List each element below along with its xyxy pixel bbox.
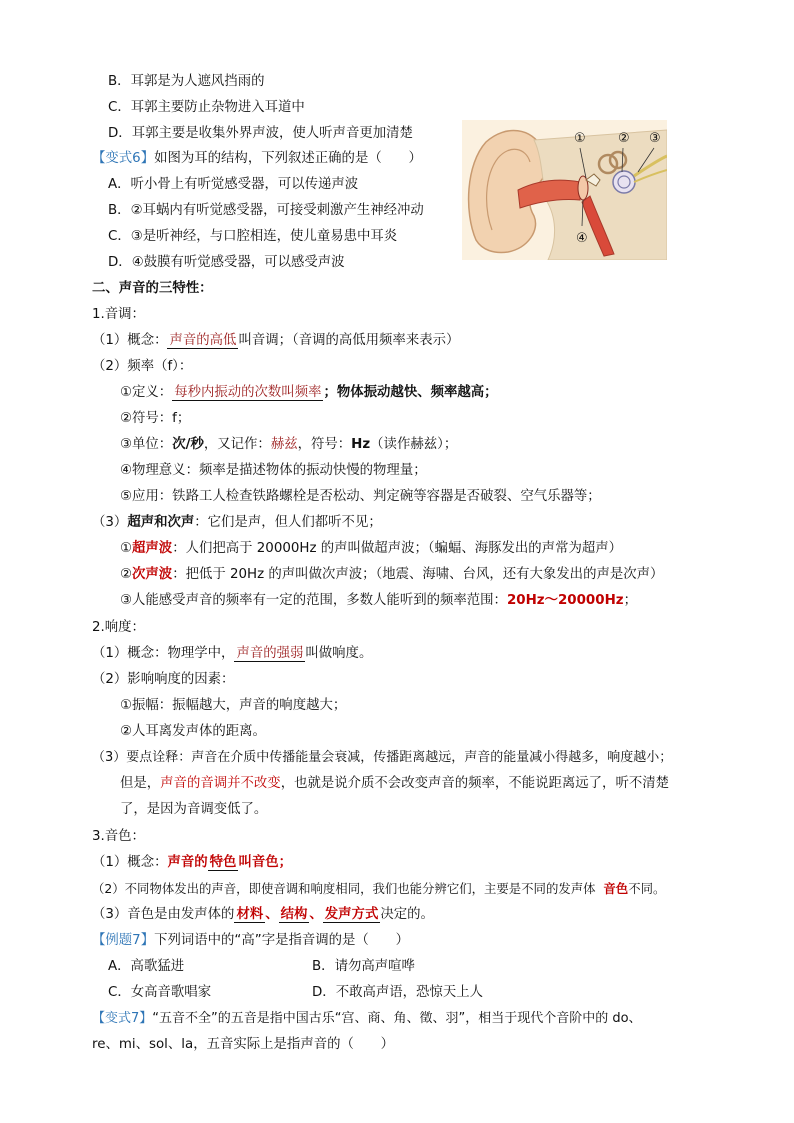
figure-label-4: ④ [576,231,588,246]
hearing-range-suffix: ； [623,593,637,608]
loudness-factors-heading: （2）影响响度的因素： [92,672,235,687]
loudness-concept-suffix: 叫做响度。 [305,646,373,661]
timbre-det-sep1: 、 [265,907,279,922]
timbre-det-material: 材料 [236,907,264,922]
loudness-heading: 2.响度： [92,620,145,635]
note-rest: ，也就是说介质不会改变声音的频率，不能说距离远了，听不清楚 [280,776,670,791]
frequency-definition-suffix: ；物体振动越快、频率越高； [323,385,498,400]
bianshi7-question-line2: re、mi、sol、la，五音实际上是指声音的（ ） [92,1037,395,1052]
ui-suffix: ：它们是声，但人们都听不见； [194,515,382,530]
liti7-option-b: B．请勿高声喧哗 [312,959,415,974]
pitch-concept-suffix: 叫音调；（音调的高低用频率来表示） [238,333,460,348]
section-heading-three-characteristics: 二、声音的三特性： [92,281,213,296]
bianshi7-tag: 【变式7】 [92,1011,153,1026]
pitch-concept-blank: 声音的高低 [169,333,237,348]
pitch-concept [92,332,459,350]
ultrasound-desc: ：人们把高于 20000Hz 的声叫做超声波；（蝙蝠、海豚发出的声常为超声） [172,541,623,556]
hearing-range-line [120,592,637,610]
loudness-factor-amplitude: ①振幅：振幅越大，声音的响度越大； [120,698,347,713]
timbre-concept [92,854,292,872]
frequency-definition-blank: 每秒内振动的次数叫频率 [174,385,322,400]
bianshi6-option-d: D．④鼓膜有听觉感受器，可以感受声波 [108,255,345,270]
liti7-option-a: A．高歌猛进 [108,959,185,974]
unit-hertz: 赫兹 [270,437,298,452]
frequency-definition-prefix: ①定义： [120,385,173,400]
hearing-range-value: 20Hz～20000Hz [506,593,624,608]
frequency-application: ⑤应用：铁路工人检查铁路螺栓是否松动、判定碗等容器是否破裂、空气乐器等； [120,489,601,504]
timbre-distinguish [92,880,665,898]
timbre-concept-prefix: （1）概念： [92,855,168,870]
unit-symbol: Hz [351,437,371,452]
unit-prefix: ③单位： [120,437,173,452]
option-d: D．耳郭主要是收集外界声波，使人听声音更加清楚 [108,126,413,141]
timbre-distinguish-suffix: 不同。 [628,881,666,896]
bianshi6-option-c: C．③是听神经，与口腔相连，使儿童易患中耳炎 [108,229,398,244]
ui-prefix: （3） [92,515,128,530]
timbre-concept-sound: 声音的 [167,855,208,870]
timbre-det-mode: 发声方式 [324,907,379,922]
option-c: C．耳郭主要防止杂物进入耳道中 [108,100,305,115]
pitch-concept-prefix: （1）概念： [92,333,168,348]
frequency-definition [120,384,498,402]
pitch-heading: 1.音调： [92,307,145,322]
liti7-question [92,932,409,950]
timbre-distinguish-text: （2）不同物体发出的声音，即使音调和响度相同，我们也能分辨它们，主要是不同的发声体 [92,881,596,896]
infrasound-desc: ：把低于 20Hz 的声叫做次声波；（地震、海啸、台风，还有大象发出的声是次声） [172,567,664,582]
ui-title: 超声和次声 [127,515,195,530]
frequency-heading: （2）频率（f）： [92,359,193,374]
infrasound-num: ② [120,567,133,582]
liti7-tag: 【例题7】 [92,933,155,948]
option-b: B．耳郭是为人遮风挡雨的 [108,74,265,89]
timbre-concept-suffix: 叫音色； [238,855,292,870]
frequency-meaning: ④物理意义：频率是描述物体的振动快慢的物理量； [120,463,427,478]
figure-label-3: ③ [649,131,661,146]
timbre-det-structure: 结构 [280,907,308,922]
loudness-factor-distance: ②人耳离发声体的距离。 [120,724,266,739]
bianshi6-option-b: B．②耳蜗内有听觉感受器，可接受刺激产生神经冲动 [108,203,424,218]
timbre-distinguish-blank: 音色 [603,881,629,896]
timbre-heading: 3.音色： [92,829,145,844]
timbre-det-sep2: 、 [309,907,323,922]
timbre-det-suffix: 决定的。 [380,907,434,922]
figure-label-2: ② [618,131,630,146]
bianshi6-option-a: A．听小骨上有听觉感受器，可以传递声波 [108,177,359,192]
infrasound-term: 次声波 [132,567,173,582]
ultrasound-num: ① [120,541,133,556]
frequency-unit [120,436,457,454]
loudness-concept [92,645,372,663]
figure-label-1: ① [574,131,586,146]
unit-value: 次/秒 [172,437,204,452]
bianshi7-stem-1: “五音不全”的五音是指中国古乐“宫、商、角、徵、羽”，相当于现代个音阶中的 do、 [152,1011,642,1026]
liti7-option-c: C．女高音歌唱家 [108,985,212,1000]
timbre-det-prefix: （3）音色是由发声体的 [92,907,235,922]
ultrasound-term: 超声波 [132,541,173,556]
ultrasound-infrasound-heading [92,514,382,532]
timbre-determinants [92,906,434,924]
bianshi7-question-line1 [92,1010,642,1028]
bianshi6-question [92,150,422,168]
loudness-note-line2 [120,775,669,793]
liti7-stem: 下列词语中的“高”字是指音调的是（ ） [154,933,409,948]
frequency-symbol: ②符号：f； [120,411,191,426]
timbre-concept-blank: 特色 [209,855,237,870]
loudness-concept-prefix: （1）概念：物理学中， [92,646,235,661]
liti7-option-d: D．不敢高声语，恐惊天上人 [312,985,483,1000]
loudness-note-line3: 了，是因为音调变低了。 [120,802,268,817]
hearing-range-prefix: ③人能感受声音的频率有一定的范围，多数人能听到的频率范围： [120,593,507,608]
unit-reading: （读作赫兹）； [370,437,458,452]
note-pitch-unchanged: 声音的音调并不改变 [160,776,281,791]
infrasound-line [120,566,663,584]
ear-structure-figure [462,120,667,260]
note-but: 但是， [120,776,161,791]
loudness-note-line1: （3）要点诠释：声音在介质中传播能量会衰减，传播距离越远，声音的能量减小得越多，响度越小； [92,750,673,765]
loudness-concept-blank: 声音的强弱 [236,646,304,661]
unit-also: ，又记作： [203,437,271,452]
bianshi6-stem: 如图为耳的结构，下列叙述正确的是（ ） [154,151,422,166]
unit-symbol-prefix: ，符号： [297,437,352,452]
bianshi6-tag: 【变式6】 [92,151,155,166]
ultrasound-line [120,540,622,558]
